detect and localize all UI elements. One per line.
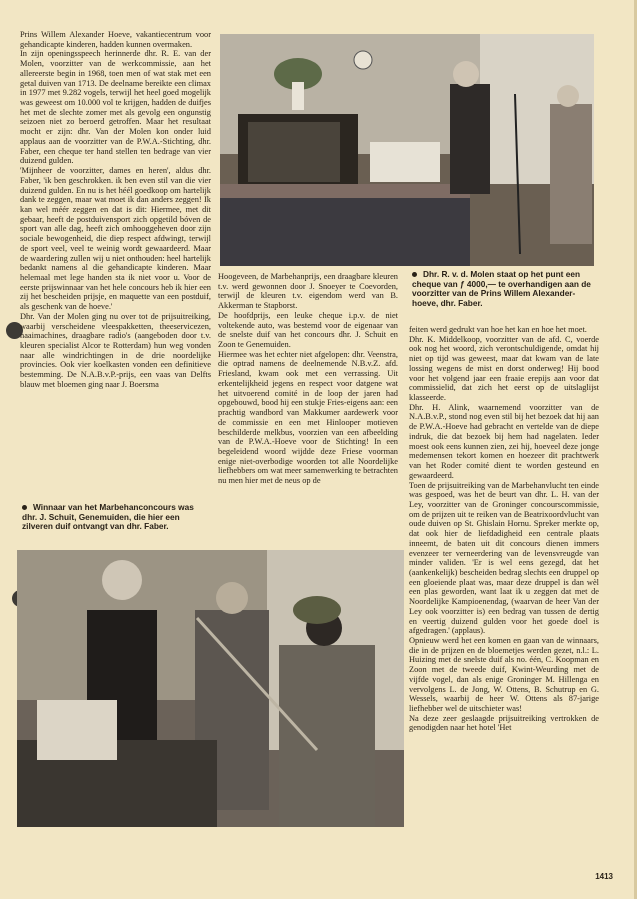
paragraph: Toen de prijsuitreiking van de Marbehanvlucht ten einde was gespoed, was het de beurt van dhr. L. H. van der Ley, voorzitter van de Groninger concourscommissie, om de prijzen uit te reiken van de Beatrixoordvlucht van oude duiven op St. Ghislain Hornu. Spreker merkte op, dat ook hier de liefdadigheid een centrale plaats inneemt, de baten uit dit concours dienen immers evenzeer ter verneerdering van de levensvreugde van minder validen. 'Er is wel eens gezegd, dat het (aankenkelijk) bescheiden bedrag slechts een druppel op een gloeiende plaat was, maar deze druppel is dan wèl een plas geworden, want laat ik u zeggen dat met de Noordelijke Kampioenendag, (waarvan de heer Van der Ley ook voorzitter is) een bedrag van tussen de dertig en veertig duizend gulden voor het goede doel is afgedragen.' (applaus). [409, 480, 599, 636]
page-number: 1413 [595, 872, 613, 881]
paragraph: 'Mijnheer de voorzitter, dames en heren', aldus dhr. Faber, 'ik ben geschrokken. ik ben even stil van die vier duizend gulden. En nu is het héél goedkoop om hartelijk dank te zeggen, maar wat moet ik dan anders zeggen! Ik kan wel méér zeggen en dat is dit: Hiermee, met dit gebaar, heeft de postduivensport zich opgetild bóven de sport van alle dag, heeft zich omhooggeheven door zijn sociale bewogenheid, die diep respect afdwingt, terwijl de sport veel, veel te weinig wordt gewaardeerd. Maar de waardering zullen wij u niet onthouden: heel hartelijk bedankt namens al die gehandicapte kinderen. Maar helemaal met lege handen sta ik niet voor u. Voor de eerste prijswinnaar van het hele concours heb ik hier een zij het bescheiden prijsje, en maquette van een postduif, als geschenk van de hoeve.' [20, 166, 211, 312]
bullet-icon [412, 272, 417, 277]
paragraph: Dhr. K. Middelkoop, voorzitter van de afd. C, voerde ook nog het woord, zich verontschuldigende, omdat hij niet op tijd was geweest, maar dat kwam van de late lossing wegens de mist en dorst onderweg! Hij bood voor het volgend jaar een fraaie erepijs aan voor dat commissielid, dat zich het eerst op de uitslaglijst klasseerde. [409, 334, 599, 403]
caption-text: Winnaar van het Marbehanconcours was dhr. J. Schuit, Genemuiden, die hier een zilveren duif ontvangt van dhr. Faber. [22, 502, 194, 532]
photo-silver-dove-award [17, 550, 404, 827]
article-column-right [409, 325, 599, 873]
paragraph: Opnieuw werd het een komen en gaan van de winnaars, die in de prijzen en de bloemetjes werden gezet, n.l.: L. Huizing met de snelste duif als no. één, C. Koopman en Zoon met de tweede duif, Kwint-Weurding met de vijfde vogel, dan als enige Groninger M. Hillenga en vervolgens L. de Jong, W. Ottens, B. Schutrup en G. Wessels, waarbij de heer W. Ottens als 87-jarige liefhebber wel de uitschieter was! [409, 636, 599, 714]
article-column-middle [218, 272, 398, 550]
paragraph: feiten werd gedrukt van hoe het kan en hoe het moet. [409, 325, 587, 334]
paragraph: In zijn openingsspeech herinnerde dhr. R. E. van der Molen, voorzitter van de werkcommissie, aan het allereerste begin in 1968, toen men of wat stak met een getal duiven van 1713. De deelname bereikte een climax in 1977 met 9.282 vogels, terwijl het heel goed mogelijk was geweest om 10.000 vol te krijgen, hadden de duifjes het met de slechte zomer met als gevolg een ongunstig seizoen niet zo beroerd getroffen. Maar het resultaat mocht er zijn: dhr. Van der Molen kon onder luid applaus aan de voorzitter van de P.W.A.-Stichting, dhr. Faber, een cheque ter hand stellen ten bedrage van vier duizend gulden. [20, 49, 211, 166]
photo-caption-top [412, 270, 598, 308]
article-column-left [20, 30, 211, 514]
photo-caption-bottom [22, 503, 208, 532]
paragraph: Dhr. H. Alink, waarnemend voorzitter van de N.A.B.v.P., stond nog even stil bij het bezoek dat hij aan de P.W.A.-Hoeve had gebracht en vertelde van de diepe indruk, die dat bezoek bij hem had nagelaten. Ieder moest ook eens kunnen zien, zei hij, hoeveel deze jonge medemensen tekort komen en hoezeer dit prachtwerk van het Roder comité dient te worden gesteund en gewaardeerd. [409, 402, 599, 480]
paragraph: Na deze zeer geslaagde prijsuitreiking vertrokken de genodigden naar het hotel 'Het [409, 713, 599, 733]
caption-text: Dhr. R. v. d. Molen staat op het punt een cheque van ƒ 4000,— te overhandigen aan de voorzitter van de Prins Willem Alexander-hoeve, dhr. Faber. [412, 269, 591, 308]
paragraph: De hoofdprijs, een leuke cheque i.p.v. de niet voltekende auto, was bestemd voor de eigenaar van de snelste duif van het concours dhr. J. Schuit en Zoon te Genemuiden. [218, 310, 398, 350]
paragraph: Prins Willem Alexander Hoeve, vakantiecentrum voor gehandicapte kinderen, hadden kunnen overmaken. [20, 30, 211, 49]
paragraph: Hiermee was het echter niet afgelopen: dhr. Veenstra, die optrad namens de deelnemende N.B.v.Z. afd. Friesland, kwam ook met een verrassing. Uit erkentelijkheid jegens en respect voor datgene wat het uitvoerend comité in de loop der jaren had opgebouwd, bood hij een stukje Fries-eigens aan: een prachtig wandbord van Makkumer aardewerk voor de commissie en een met Hinlooper motieven beschilderde melkbus, voorzien van een afbeelding van de P.W.A.-Hoeve voor de Stichting! In een begeleidend woord wijdde deze Friese voorman enige niet-overbodige woorden tot alle Noordelijke liefhebbers om wat meer samenwerking te betrachten nu men hier met de neus op de [218, 349, 398, 486]
paragraph: Hoogeveen, de Marbehanprijs, een draagbare kleuren t.v. werd gewonnen door J. Snoeyer te Coevorden, terwijl de kleuren t.v. eigendom werd van B. Akkerman te Stapborst. [218, 272, 398, 311]
photo-cheque-handover [220, 34, 594, 266]
paragraph: Dhr. Van der Molen ging nu over tot de prijsuitreiking, waarbij verscheidene vleespakketten, theeservicezen, naaimachines, draagbare radio's (aangeboden door t.v. kleuren specialist Alcor te Rotterdam) hun weg vonden naar alle windrichtingen in de drie noordelijke provincies. Ook vier koelkasten vonden een definitieve bestemming. De N.A.B.v.P.-prijs, een vaas van Delfts blauw met bloemen ging naar J. Boersma [20, 311, 211, 389]
bullet-icon [22, 505, 27, 510]
